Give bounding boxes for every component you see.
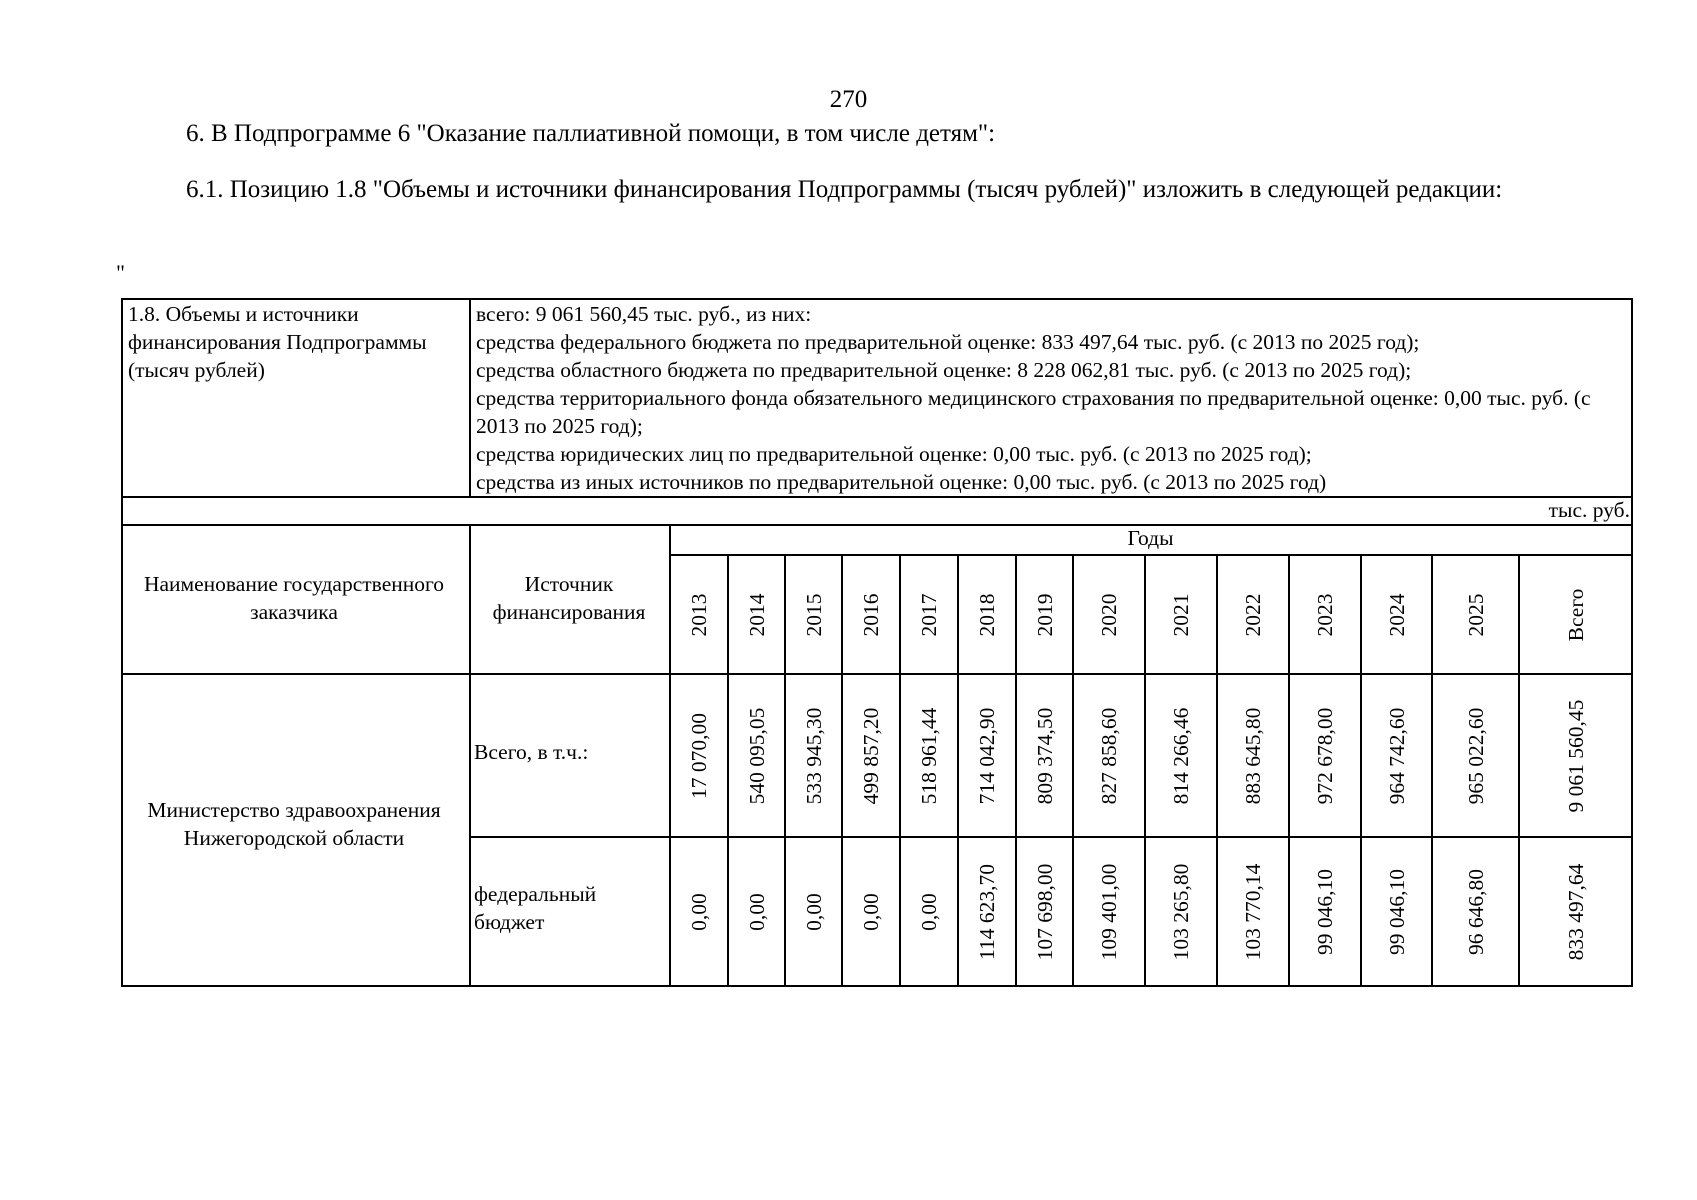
years-header: Годы [1127,526,1174,550]
position-line: средства юридических лиц по предварительной оценке: 0,00 тыс. руб. (с 2013 по 2025 год); [476,442,1312,466]
intro-paragraph-2: 6.1. Позицию 1.8 "Объемы и источники финансирования Подпрограммы (тысяч рублей)" изложить в следующей редакции: [186,176,1503,203]
table-border [121,298,123,987]
table-cell-value: 0,00 [917,892,941,931]
position-line: средства областного бюджета по предварительной оценке: 8 228 062,81 тыс. руб. (с 2013 по 2025 год); [476,358,1412,382]
table-cell-value: 833 497,64 [1563,863,1588,960]
row-label-total: Всего, в т.ч.: [474,740,589,764]
table-border [121,673,1633,675]
table-border [469,836,1633,838]
source-column-header: Источник финансирования [492,572,646,624]
year-header: 2025 [1463,593,1488,636]
table-border [1360,554,1362,987]
table-border [1216,554,1218,987]
table-border [121,496,1633,498]
table-border [1518,554,1520,987]
table-border [1015,554,1017,987]
table-border [1431,554,1433,987]
year-header: Всего [1563,588,1588,641]
year-header: 2021 [1169,593,1193,636]
year-header: 2022 [1241,593,1265,636]
table-cell-value: 0,00 [687,892,711,931]
table-border [669,554,1633,556]
opening-quote: " [116,260,125,285]
table-cell-value: 103 265,80 [1169,863,1193,960]
year-header: 2015 [801,593,826,636]
position-line: всего: 9 061 560,45 тыс. руб., из них: [476,302,812,326]
table-border [1144,554,1146,987]
year-header: 2017 [917,593,941,636]
table-cell-value: 0,00 [801,892,826,931]
table-border [727,554,729,987]
table-cell-value: 499 857,20 [859,707,883,804]
year-header: 2024 [1384,593,1409,636]
year-header: 2014 [744,593,769,636]
table-cell-value: 533 945,30 [801,707,826,804]
table-cell-value: 109 401,00 [1097,863,1121,960]
table-border [957,554,959,987]
table-cell-value: 540 095,05 [744,707,769,804]
table-cell-value: 827 858,60 [1097,707,1121,804]
year-header: 2019 [1032,593,1057,636]
table-border [669,524,671,987]
table-cell-value: 883 645,80 [1241,707,1265,804]
unit-label: тыс. руб. [1548,498,1630,522]
page-number: 270 [829,86,868,113]
table-cell-value: 814 266,46 [1169,707,1193,804]
position-line: средства из иных источников по предварительной оценке: 0,00 тыс. руб. (с 2013 по 2025 год) [476,470,1327,494]
table-border [841,554,843,987]
table-cell-value: 103 770,14 [1241,863,1265,960]
year-header: 2023 [1313,593,1337,636]
table-cell-value: 965 022,60 [1463,707,1488,804]
table-border [1072,554,1074,987]
year-header: 2013 [687,593,711,636]
table-border [1631,298,1633,987]
table-cell-value: 114 623,70 [975,863,999,960]
year-header: 2020 [1097,593,1121,636]
table-cell-value: 972 678,00 [1313,707,1337,804]
customer-name: Министерство здравоохранения Нижегородской области [147,798,441,850]
table-cell-value: 714 042,90 [975,707,999,804]
table-border [121,985,1633,987]
position-details [476,300,1631,496]
table-cell-value: 0,00 [859,892,883,931]
intro-paragraph-1: 6. В Подпрограмме 6 "Оказание паллиативной помощи, в том числе детям": [186,120,996,147]
table-cell-value: 96 646,80 [1463,868,1488,955]
year-header: 2018 [975,593,999,636]
customer-column-header: Наименование государственного заказчика [143,572,445,624]
position-line: средства федерального бюджета по предварительной оценке: 833 497,64 тыс. руб. (с 2013 по 2025 год); [476,330,1420,354]
table-cell-value: 809 374,50 [1032,707,1057,804]
table-cell-value: 17 070,00 [687,712,711,799]
table-cell-value: 964 742,60 [1384,707,1409,804]
position-label: 1.8. Объемы и источники финансирования Подпрограммы (тысяч рублей) [128,302,427,382]
table-border [784,554,786,987]
table-cell-value: 99 046,10 [1384,868,1409,955]
table-border [1288,554,1290,987]
table-border [469,298,471,498]
table-cell-value: 99 046,10 [1313,868,1337,955]
position-line: средства территориального фонда обязательного медицинского страхования по предварительной оценке: 0,00 тыс. руб. (с 2013 по 2025 год); [476,386,1591,438]
row-label-federal: федеральный бюджет [474,882,597,934]
table-cell-value: 518 961,44 [917,707,941,804]
table-cell-value: 107 698,00 [1032,863,1057,960]
table-cell-value: 9 061 560,45 [1563,699,1588,812]
table-cell-value: 0,00 [744,892,769,931]
table-border [899,554,901,987]
year-header: 2016 [859,593,883,636]
